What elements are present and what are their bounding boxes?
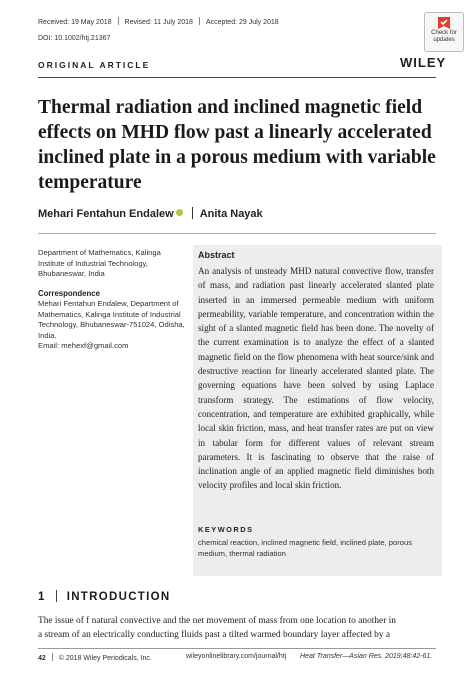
abstract-heading: Abstract <box>198 250 235 260</box>
paper-title: Thermal radiation and inclined magnetic field effects on MHD flow past a linearly accelerated inclined plate in a porous medium with variable temperature <box>38 97 436 193</box>
divider <box>118 17 119 25</box>
page-number: 42 <box>38 655 46 662</box>
divider <box>199 17 200 25</box>
header-rule <box>38 77 436 78</box>
keywords-heading: KEYWORDS <box>198 525 254 534</box>
article-dates <box>38 17 279 26</box>
footer-left <box>38 653 152 662</box>
doi[interactable]: DOI: 10.1002/htj.21367 <box>38 35 111 42</box>
revised-date: Revised: 11 July 2018 <box>124 19 193 26</box>
section-heading <box>38 590 170 603</box>
journal-url[interactable]: wileyonlinelibrary.com/journal/htj <box>186 653 287 660</box>
section-number: 1 <box>38 591 46 603</box>
author-list <box>38 207 263 220</box>
orcid-icon[interactable] <box>176 209 183 216</box>
body-line: a stream of an electrically conducting fluids past a tilted warmed boundary layer affected by a <box>38 630 391 640</box>
received-date: Received: 19 May 2018 <box>38 19 112 26</box>
correspondence <box>38 299 188 352</box>
abstract-text: An analysis of unsteady MHD natural convective flow, transfer of mass, and radiation past linearly accelerated slanted plate inserted in an immersed permeable medium with uniform permeability, variable temperature, and concentration within the sight of a slanted magnetic field has been done. The novelty of the current examination is to analyze the effect of a slanted magnetic field on the flow phenomena with heat source/sink and destructive reaction for linearly accelerated slanted plate. The governing equations have been solved by using Laplace transform strategy. The estimations of flow velocity, concentration, and temperature are exhibited graphically, while local skin friction, mass, and heat transfer rates are put on view in tabular form for different values of relevant stream parameters. It is fascinating to observe that the raise of inclination angle of an applied magnetic field diminishes both velocity profiles and local skin friction. <box>198 266 434 491</box>
footer-rule <box>38 648 436 649</box>
publisher-logo: WILEY <box>400 55 447 70</box>
journal-citation: Heat Transfer—Asian Res. 2019;48:42-61. <box>300 653 433 660</box>
section-body <box>38 614 440 642</box>
author-name[interactable]: Anita Nayak <box>199 208 263 220</box>
body-line: The issue of f natural convective and the net movement of mass from one location to another in <box>38 616 396 626</box>
divider <box>192 207 193 219</box>
author-name[interactable]: Mehari Fentahun Endalew <box>38 208 174 220</box>
divider <box>56 590 57 602</box>
authors-rule <box>38 233 436 234</box>
article-type: ORIGINAL ARTICLE <box>38 60 151 70</box>
divider <box>52 653 53 661</box>
copyright: © 2018 Wiley Periodicals, Inc. <box>58 655 152 662</box>
correspondence-heading: Correspondence <box>38 289 100 298</box>
accepted-date: Accepted: 29 July 2018 <box>205 19 279 26</box>
affiliation: Department of Mathematics, Kalinga Institute of Industrial Technology, Bhubaneswar, India <box>38 248 161 278</box>
correspondence-address: Mehari Fentahun Endalew, Department of Mathematics, Kalinga Institute of Industrial Technology, Bhubaneswar-751024, Odisha, India. <box>38 299 185 340</box>
section-title: INTRODUCTION <box>66 591 171 603</box>
keywords-text: chemical reaction, inclined magnetic field, inclined plate, porous medium, thermal radiation <box>198 538 413 558</box>
check-for-updates-button[interactable] <box>424 12 464 52</box>
check-updates-label: Check for updates <box>431 30 457 43</box>
correspondence-email[interactable]: Email: mehexf@gmail.com <box>38 341 129 350</box>
bookmark-ribbon-icon <box>436 16 452 30</box>
